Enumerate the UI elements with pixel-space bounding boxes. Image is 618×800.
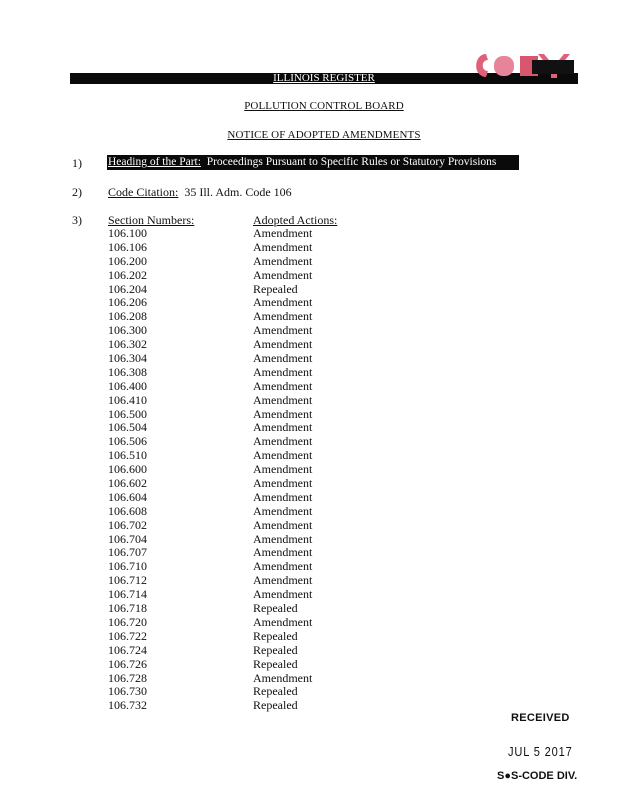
section-number: 106.602 [108, 476, 147, 491]
section-number: 106.722 [108, 628, 147, 643]
adopted-action: Amendment [253, 434, 313, 449]
section-row [108, 241, 373, 255]
section-row [108, 672, 373, 686]
section-row [108, 255, 373, 269]
section-number: 106.707 [108, 545, 147, 560]
adopted-action: Repealed [253, 628, 298, 643]
section-number: 106.204 [108, 281, 147, 296]
notice-title: NOTICE OF ADOPTED AMENDMENTS [227, 129, 421, 141]
section-number: 106.304 [108, 351, 147, 366]
adopted-action: Repealed [253, 281, 298, 296]
adopted-action: Amendment [253, 503, 313, 518]
adopted-action: Amendment [253, 239, 313, 254]
adopted-action: Amendment [253, 587, 313, 602]
board-title: POLLUTION CONTROL BOARD [244, 100, 404, 112]
copy-stamp-letter-o [494, 56, 514, 76]
section-number: 106.100 [108, 226, 147, 240]
received-stamp-date: JUL 5 2017 [508, 744, 573, 759]
section-row [108, 421, 373, 435]
heading-of-part [107, 155, 519, 170]
section-number: 106.510 [108, 448, 147, 463]
code-citation [108, 185, 292, 200]
item-number-3: 3) [72, 213, 82, 227]
section-row [108, 519, 373, 533]
section-number: 106.726 [108, 656, 147, 671]
section-row [108, 658, 373, 672]
adopted-action: Amendment [253, 420, 313, 435]
section-row [108, 477, 373, 491]
register-banner: ILLINOIS REGISTER [70, 73, 578, 84]
section-row [108, 574, 373, 588]
section-row [108, 644, 373, 658]
section-row [108, 505, 373, 519]
section-number: 106.600 [108, 462, 147, 477]
section-number: 106.302 [108, 337, 147, 352]
section-row [108, 283, 373, 297]
sections-table [108, 227, 373, 713]
section-number: 106.500 [108, 406, 147, 421]
section-number: 106.712 [108, 573, 147, 588]
section-number: 106.710 [108, 559, 147, 574]
adopted-action: Repealed [253, 698, 298, 713]
section-row [108, 408, 373, 422]
adopted-action: Amendment [253, 531, 313, 546]
section-row [108, 366, 373, 380]
section-number: 106.720 [108, 614, 147, 629]
section-number: 106.702 [108, 517, 147, 532]
adopted-action: Amendment [253, 253, 313, 268]
adopted-action: Repealed [253, 684, 298, 699]
section-number: 106.206 [108, 295, 147, 310]
section-number: 106.714 [108, 587, 147, 602]
item-number-2: 2) [72, 185, 82, 199]
section-row [108, 560, 373, 574]
adopted-action: Repealed [253, 601, 298, 616]
citation-value: 35 Ill. Adm. Code 106 [184, 185, 292, 199]
section-row [108, 546, 373, 560]
section-number: 106.200 [108, 253, 147, 268]
adopted-action: Amendment [253, 351, 313, 366]
copy-stamp-overlay [532, 60, 574, 74]
received-stamp-label: RECEIVED [511, 712, 570, 724]
adopted-action: Amendment [253, 295, 313, 310]
section-number: 106.718 [108, 601, 147, 616]
adopted-action: Amendment [253, 670, 313, 685]
adopted-action: Amendment [253, 309, 313, 324]
section-number: 106.506 [108, 434, 147, 449]
section-number: 106.202 [108, 267, 147, 282]
adopted-action: Amendment [253, 517, 313, 532]
heading-value: Proceedings Pursuant to Specific Rules or Statutory Provisions [206, 156, 497, 168]
adopted-action: Amendment [253, 559, 313, 574]
adopted-action: Amendment [253, 614, 313, 629]
section-row [108, 380, 373, 394]
adopted-action: Amendment [253, 378, 313, 393]
copy-stamp-letter-c [476, 54, 488, 77]
adopted-action: Amendment [253, 392, 313, 407]
section-row [108, 616, 373, 630]
copy-stamp [470, 50, 574, 80]
section-row [108, 227, 373, 241]
section-number: 106.308 [108, 364, 147, 379]
adopted-action: Amendment [253, 462, 313, 477]
section-row [108, 588, 373, 602]
adopted-action: Amendment [253, 406, 313, 421]
adopted-action: Repealed [253, 656, 298, 671]
section-number: 106.604 [108, 489, 147, 504]
section-row [108, 685, 373, 699]
section-number: 106.400 [108, 378, 147, 393]
section-number: 106.410 [108, 392, 147, 407]
section-row [108, 435, 373, 449]
adopted-action: Amendment [253, 545, 313, 560]
section-row [108, 449, 373, 463]
section-row [108, 310, 373, 324]
section-number: 106.704 [108, 531, 147, 546]
section-row [108, 602, 373, 616]
section-number: 106.208 [108, 309, 147, 324]
heading-label: Heading of the Part: [108, 156, 201, 168]
section-row [108, 296, 373, 310]
citation-label: Code Citation: [108, 185, 179, 199]
section-row [108, 533, 373, 547]
item-number-1: 1) [72, 156, 82, 170]
section-row [108, 394, 373, 408]
adopted-action: Amendment [253, 448, 313, 463]
section-row [108, 352, 373, 366]
adopted-action: Amendment [253, 226, 313, 240]
adopted-action: Amendment [253, 476, 313, 491]
section-number: 106.608 [108, 503, 147, 518]
adopted-action: Amendment [253, 364, 313, 379]
section-number: 106.724 [108, 642, 147, 657]
section-number: 106.730 [108, 684, 147, 699]
section-row [108, 324, 373, 338]
section-number: 106.728 [108, 670, 147, 685]
section-row [108, 491, 373, 505]
section-row [108, 463, 373, 477]
adopted-action: Repealed [253, 642, 298, 657]
section-row [108, 630, 373, 644]
section-numbers-heading: Section Numbers: [108, 213, 195, 227]
received-stamp-division: S●S-CODE DIV. [497, 770, 578, 782]
adopted-actions-heading: Adopted Actions: [253, 213, 338, 227]
section-row [108, 269, 373, 283]
adopted-action: Amendment [253, 337, 313, 352]
adopted-action: Amendment [253, 267, 313, 282]
section-row [108, 338, 373, 352]
section-number: 106.504 [108, 420, 147, 435]
section-number: 106.106 [108, 239, 147, 254]
section-number: 106.300 [108, 323, 147, 338]
section-row [108, 699, 373, 713]
adopted-action: Amendment [253, 489, 313, 504]
section-number: 106.732 [108, 698, 147, 713]
adopted-action: Amendment [253, 323, 313, 338]
adopted-action: Amendment [253, 573, 313, 588]
